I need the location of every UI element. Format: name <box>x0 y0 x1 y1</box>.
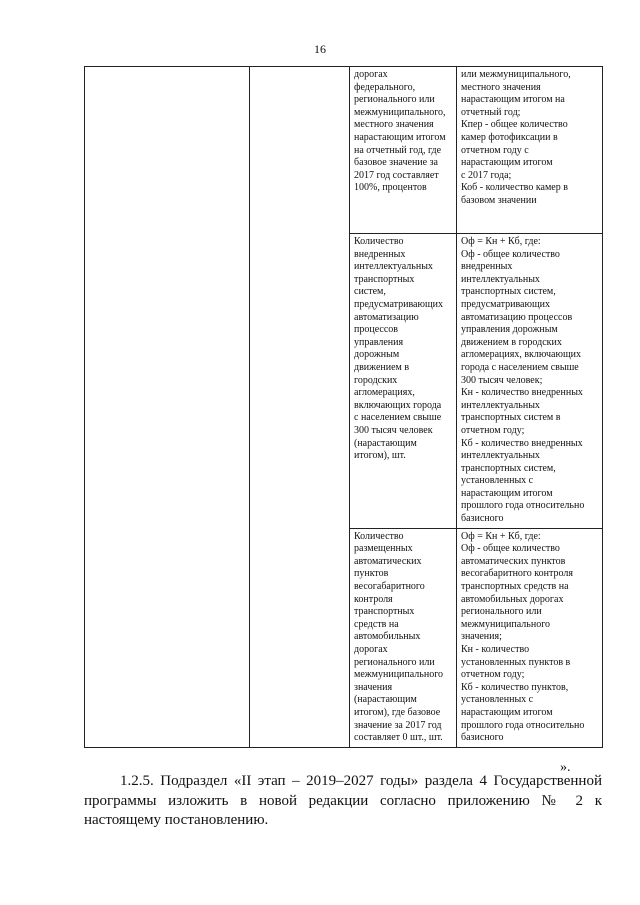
indicator-cell <box>350 234 457 529</box>
formula-text: или межмуниципального, местного значения нарастающим итогом на отчетный год; Кпер - общее количество камер фотофиксации в отчетном году с нарастающим итогом с 2017 года; Коб - количество камер в базовом значении <box>461 69 571 206</box>
indicator-cell <box>350 528 457 747</box>
formula-cell <box>457 234 603 529</box>
indicators-table <box>84 66 603 748</box>
indicator-text: дорогах федерального, регионального или межмуниципального, местного значения нарастающим итогом на отчетный год, где базовое значение за 2017 год составляет 100%, процентов <box>354 69 446 194</box>
empty-cell-col2 <box>250 67 350 748</box>
formula-text: Оф = Кн + Кб, где: Оф - общее количество внедренных интеллектуальных транспортных систем, предусматривающих автоматизацию процессов управления дорожным движением в городских агломерациях, включающих города с населением свыше 300 тысяч человек; Кн - количество внедренных интеллектуальных транспортных систем в отчетном году; Кб - количество внедренных интеллектуальных транспортных систем, установленных с нарастающим итогом прошлого года относительно базисного <box>461 236 585 525</box>
closing-quote: ». <box>560 760 571 775</box>
indicator-cell <box>350 67 457 234</box>
page-number: 16 <box>314 42 326 56</box>
body-paragraph: 1.2.5. Подраздел «II этап – 2019–2027 годы» раздела 4 Государственной программы изложить в новой редакции согласно приложению № 2 к настоящему постановлению. <box>84 773 602 828</box>
indicator-text: Количество размещенных автоматических пунктов весогабаритного контроля транспортных средств на автомобильных дорогах регионального или межмуниципального значения (нарастающим итогом), где базовое значение за 2017 год составляет 0 шт., шт. <box>354 530 444 744</box>
table-row <box>85 67 603 234</box>
indicator-text: Количество внедренных интеллектуальных транспортных систем, предусматривающих автоматизацию процессов управления дорожным движением в городских агломерациях, включающих города с населением свыше 300 тысяч человек (нарастающим итогом), шт. <box>354 236 444 462</box>
empty-cell-col1 <box>85 67 250 748</box>
formula-cell <box>457 528 603 747</box>
formula-text: Оф = Кн + Кб, где: Оф - общее количество автоматических пунктов весогабаритного контроля транспортных средств на автомобильных дорогах регионального или межмуниципального значения; Кн - количество установленных пунктов в отчетном году; Кб - количество пунктов, установленных с нарастающим итогом прошлого года относительно базисного <box>461 530 585 744</box>
formula-cell <box>457 67 603 234</box>
